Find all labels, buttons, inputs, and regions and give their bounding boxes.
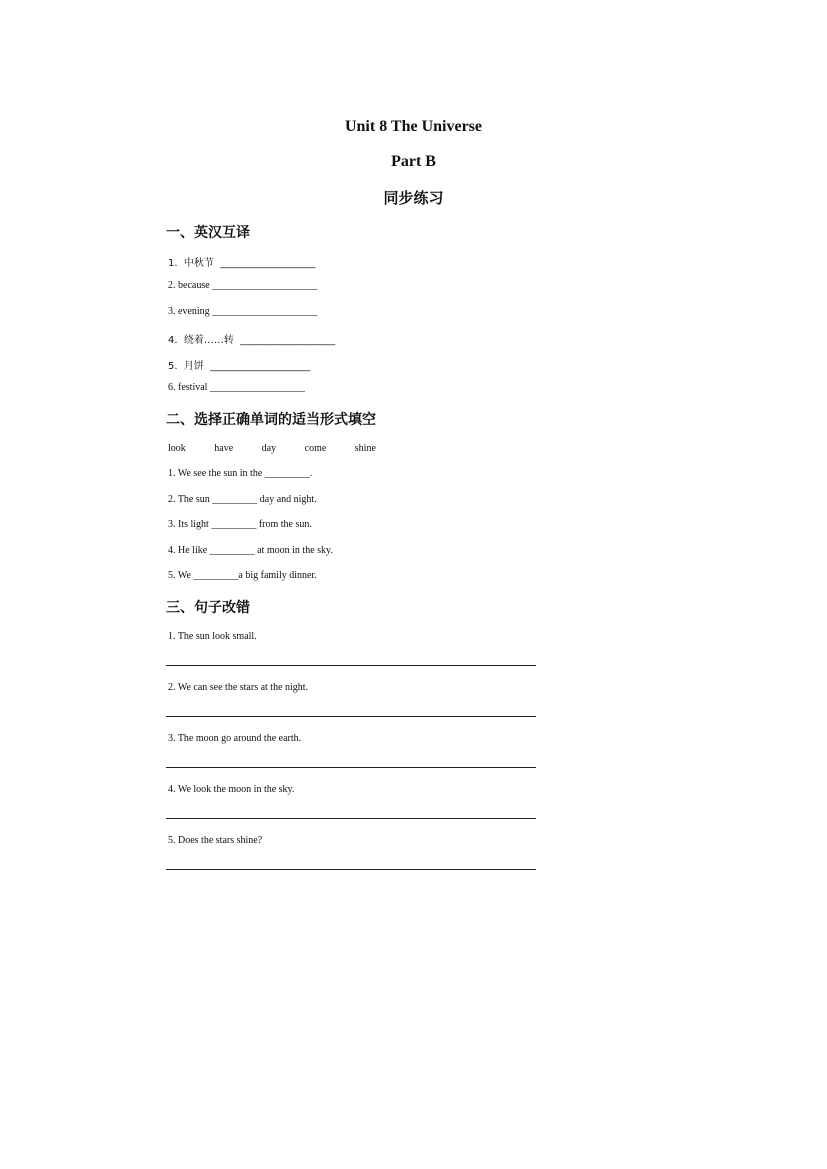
word-bank-item: day [261, 443, 277, 454]
section-1-item: 5. 月饼 ____________________ [168, 361, 311, 372]
section-1-item: 6. festival ___________________ [168, 382, 305, 393]
section-3-item: 5. Does the stars shine? [168, 835, 263, 846]
page-subtitle: Part B [391, 153, 436, 170]
word-bank-item: shine [354, 443, 376, 454]
page-subtitle-chinese: 同步练习 [383, 189, 444, 207]
section-2-item: 1. We see the sun in the _________. [168, 468, 313, 479]
section-3-heading: 三、句子改错 [166, 600, 250, 616]
answer-line [166, 767, 536, 768]
word-bank-item: come [304, 443, 327, 454]
page-title: Unit 8 The Universe [344, 118, 483, 135]
answer-line [166, 818, 536, 819]
section-3-item: 3. The moon go around the earth. [168, 733, 302, 744]
word-bank-item: look [168, 443, 186, 454]
answer-line [166, 869, 536, 870]
section-2-item: 4. He like _________ at moon in the sky. [168, 545, 333, 556]
section-3-item: 4. We look the moon in the sky. [168, 784, 295, 795]
answer-line [166, 665, 536, 666]
section-3-item: 2. We can see the stars at the night. [168, 682, 309, 693]
answer-line [166, 716, 536, 717]
section-1-item: 1. 中秋节 ___________________ [168, 258, 316, 269]
section-2-item: 2. The sun _________ day and night. [168, 494, 317, 505]
section-1-item: 3. evening _____________________ [168, 306, 318, 317]
section-1-heading: 一、英汉互译 [166, 225, 250, 241]
section-2-heading: 二、选择正确单词的适当形式填空 [166, 412, 376, 428]
section-1-item: 4. 绕着……转 ___________________ [168, 335, 336, 346]
word-bank-item: have [214, 443, 234, 454]
section-3-item: 1. The sun look small. [168, 631, 257, 642]
section-2-item: 3. Its light _________ from the sun. [168, 519, 312, 530]
word-bank [168, 443, 402, 454]
section-1-item: 2. because _____________________ [168, 280, 318, 291]
section-2-item: 5. We _________a big family dinner. [168, 570, 317, 581]
